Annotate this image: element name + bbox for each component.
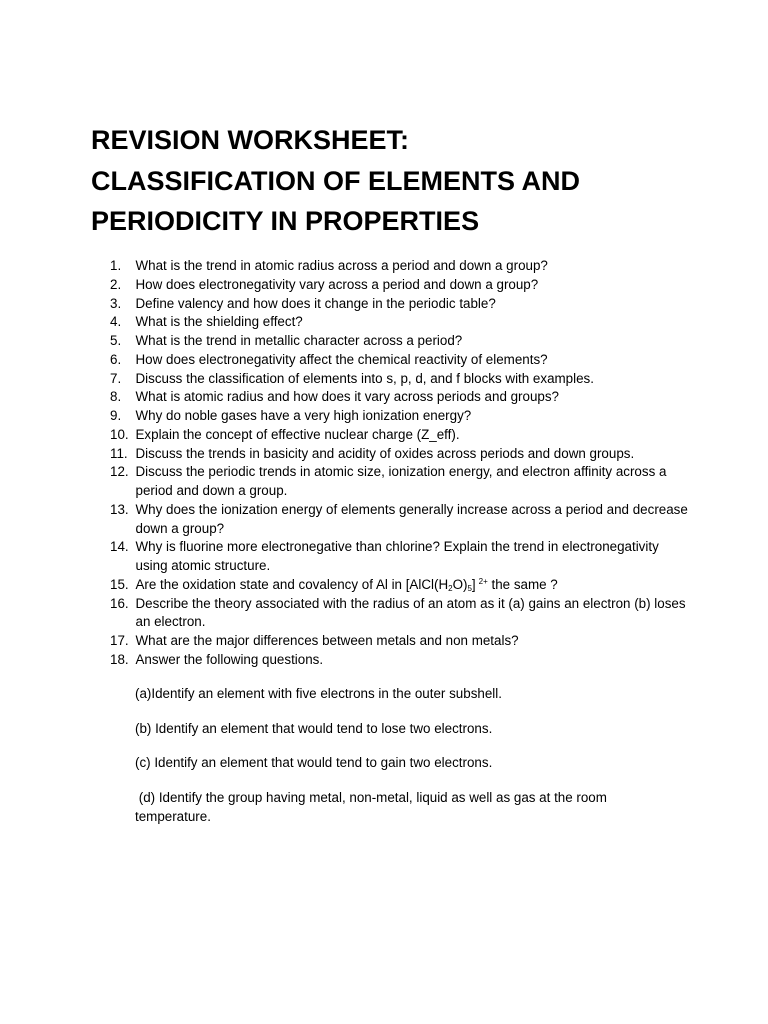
question-number: 12.: [110, 464, 129, 480]
question-text: Why is fluorine more electronegative than chlorine? Explain the trend in electronegativity using atomic structure.: [135, 539, 659, 573]
question-text: Define valency and how does it change in the periodic table?: [135, 295, 496, 311]
question-text: Discuss the classification of elements into s, p, d, and f blocks with examples.: [135, 370, 594, 386]
question-number: 15.: [110, 576, 129, 592]
title-line-3: PERIODICITY IN PROPERTIES: [91, 206, 480, 236]
question-text: Discuss the trends in basicity and acidity of oxides across periods and down groups.: [135, 445, 635, 461]
question-text: What is the trend in metallic character across a period?: [135, 333, 463, 348]
question-text: What is atomic radius and how does it vary across periods and groups?: [135, 389, 560, 405]
formula-charge-superscript: 2+: [478, 576, 488, 586]
question-text: Explain the concept of effective nuclear charge (Z_eff).: [135, 426, 460, 442]
question-item-14: [110, 538, 690, 576]
question-list: [110, 257, 690, 670]
question-text: What is the shielding effect?: [135, 314, 303, 330]
sub-question-b: (b) Identify an element that would tend to lose two electrons.: [135, 721, 493, 736]
question-number: 4.: [110, 314, 122, 330]
question-text: Answer the following questions.: [135, 651, 324, 667]
sub-question-c: (c) Identify an element that would tend to gain two electrons.: [135, 755, 493, 770]
question-number: 18.: [110, 651, 129, 667]
question-number: 14.: [110, 539, 129, 555]
question-text: Discuss the periodic trends in atomic size, ionization energy, and electron affinity across a period and down a group.: [135, 464, 667, 498]
question-number: 9.: [110, 408, 122, 423]
question-item-11: [110, 445, 690, 464]
question-item-8: [110, 388, 690, 407]
question-number: 16.: [110, 595, 129, 611]
question-number: 13.: [110, 501, 129, 517]
title-line-2: CLASSIFICATION OF ELEMENTS AND: [91, 165, 580, 196]
formula-before: Are the oxidation state and covalency of Al in [AlCl(H: [135, 576, 449, 592]
question-text: How does electronegativity affect the chemical reactivity of elements?: [135, 351, 548, 367]
formula-close-bracket: ]: [471, 576, 476, 592]
question-item-2: [110, 276, 690, 295]
question-text: What are the major differences between metals and non metals?: [135, 633, 519, 648]
formula-subscript-count: 5: [467, 583, 472, 593]
question-number: 6.: [110, 351, 122, 367]
question-number: 3.: [110, 295, 122, 311]
question-item-3: [110, 295, 690, 314]
question-text: What is the trend in atomic radius across a period and down a group?: [135, 258, 548, 273]
sub-question-d: (d) Identify the group having metal, non-metal, liquid as well as gas at the room temperature.: [135, 790, 611, 824]
question-number: 8.: [110, 389, 122, 405]
question-number: 1.: [110, 258, 122, 273]
sub-question-a: (a)Identify an element with five electrons in the outer subshell.: [135, 686, 502, 701]
question-item-5: [110, 332, 690, 351]
formula-subscript-water: 2: [448, 583, 453, 593]
question-text: Describe the theory associated with the radius of an atom as it (a) gains an electron (b) loses an electron.: [135, 595, 686, 630]
question-item-13: [110, 501, 690, 539]
formula-after: the same ?: [487, 576, 558, 592]
question-text-formula: [136, 577, 558, 592]
question-item-18: [110, 651, 690, 670]
question-text: Why do noble gases have a very high ionization energy?: [135, 408, 472, 423]
question-item-16: [110, 595, 690, 633]
question-item-15: [110, 576, 690, 595]
question-number: 17.: [110, 633, 129, 648]
question-number: 7.: [110, 370, 122, 386]
question-item-9: [110, 407, 690, 426]
question-item-7: [110, 370, 690, 389]
worksheet-title: [91, 120, 711, 242]
question-text: How does electronegativity vary across a period and down a group?: [135, 276, 539, 292]
title-line-1: REVISION WORKSHEET:: [91, 125, 410, 155]
question-number: 5.: [110, 333, 122, 348]
question-item-17: [110, 632, 690, 651]
formula-middle: O): [452, 576, 468, 592]
question-number: 11.: [110, 445, 128, 461]
question-item-6: [110, 351, 690, 370]
question-item-4: [110, 313, 690, 332]
question-item-10: [110, 426, 690, 445]
question-item-12: [110, 463, 690, 501]
question-item-1: [110, 257, 690, 276]
question-text: Why does the ionization energy of elements generally increase across a period and decrease down a group?: [135, 501, 688, 536]
question-number: 2.: [110, 276, 122, 292]
question-number: 10.: [110, 426, 129, 442]
